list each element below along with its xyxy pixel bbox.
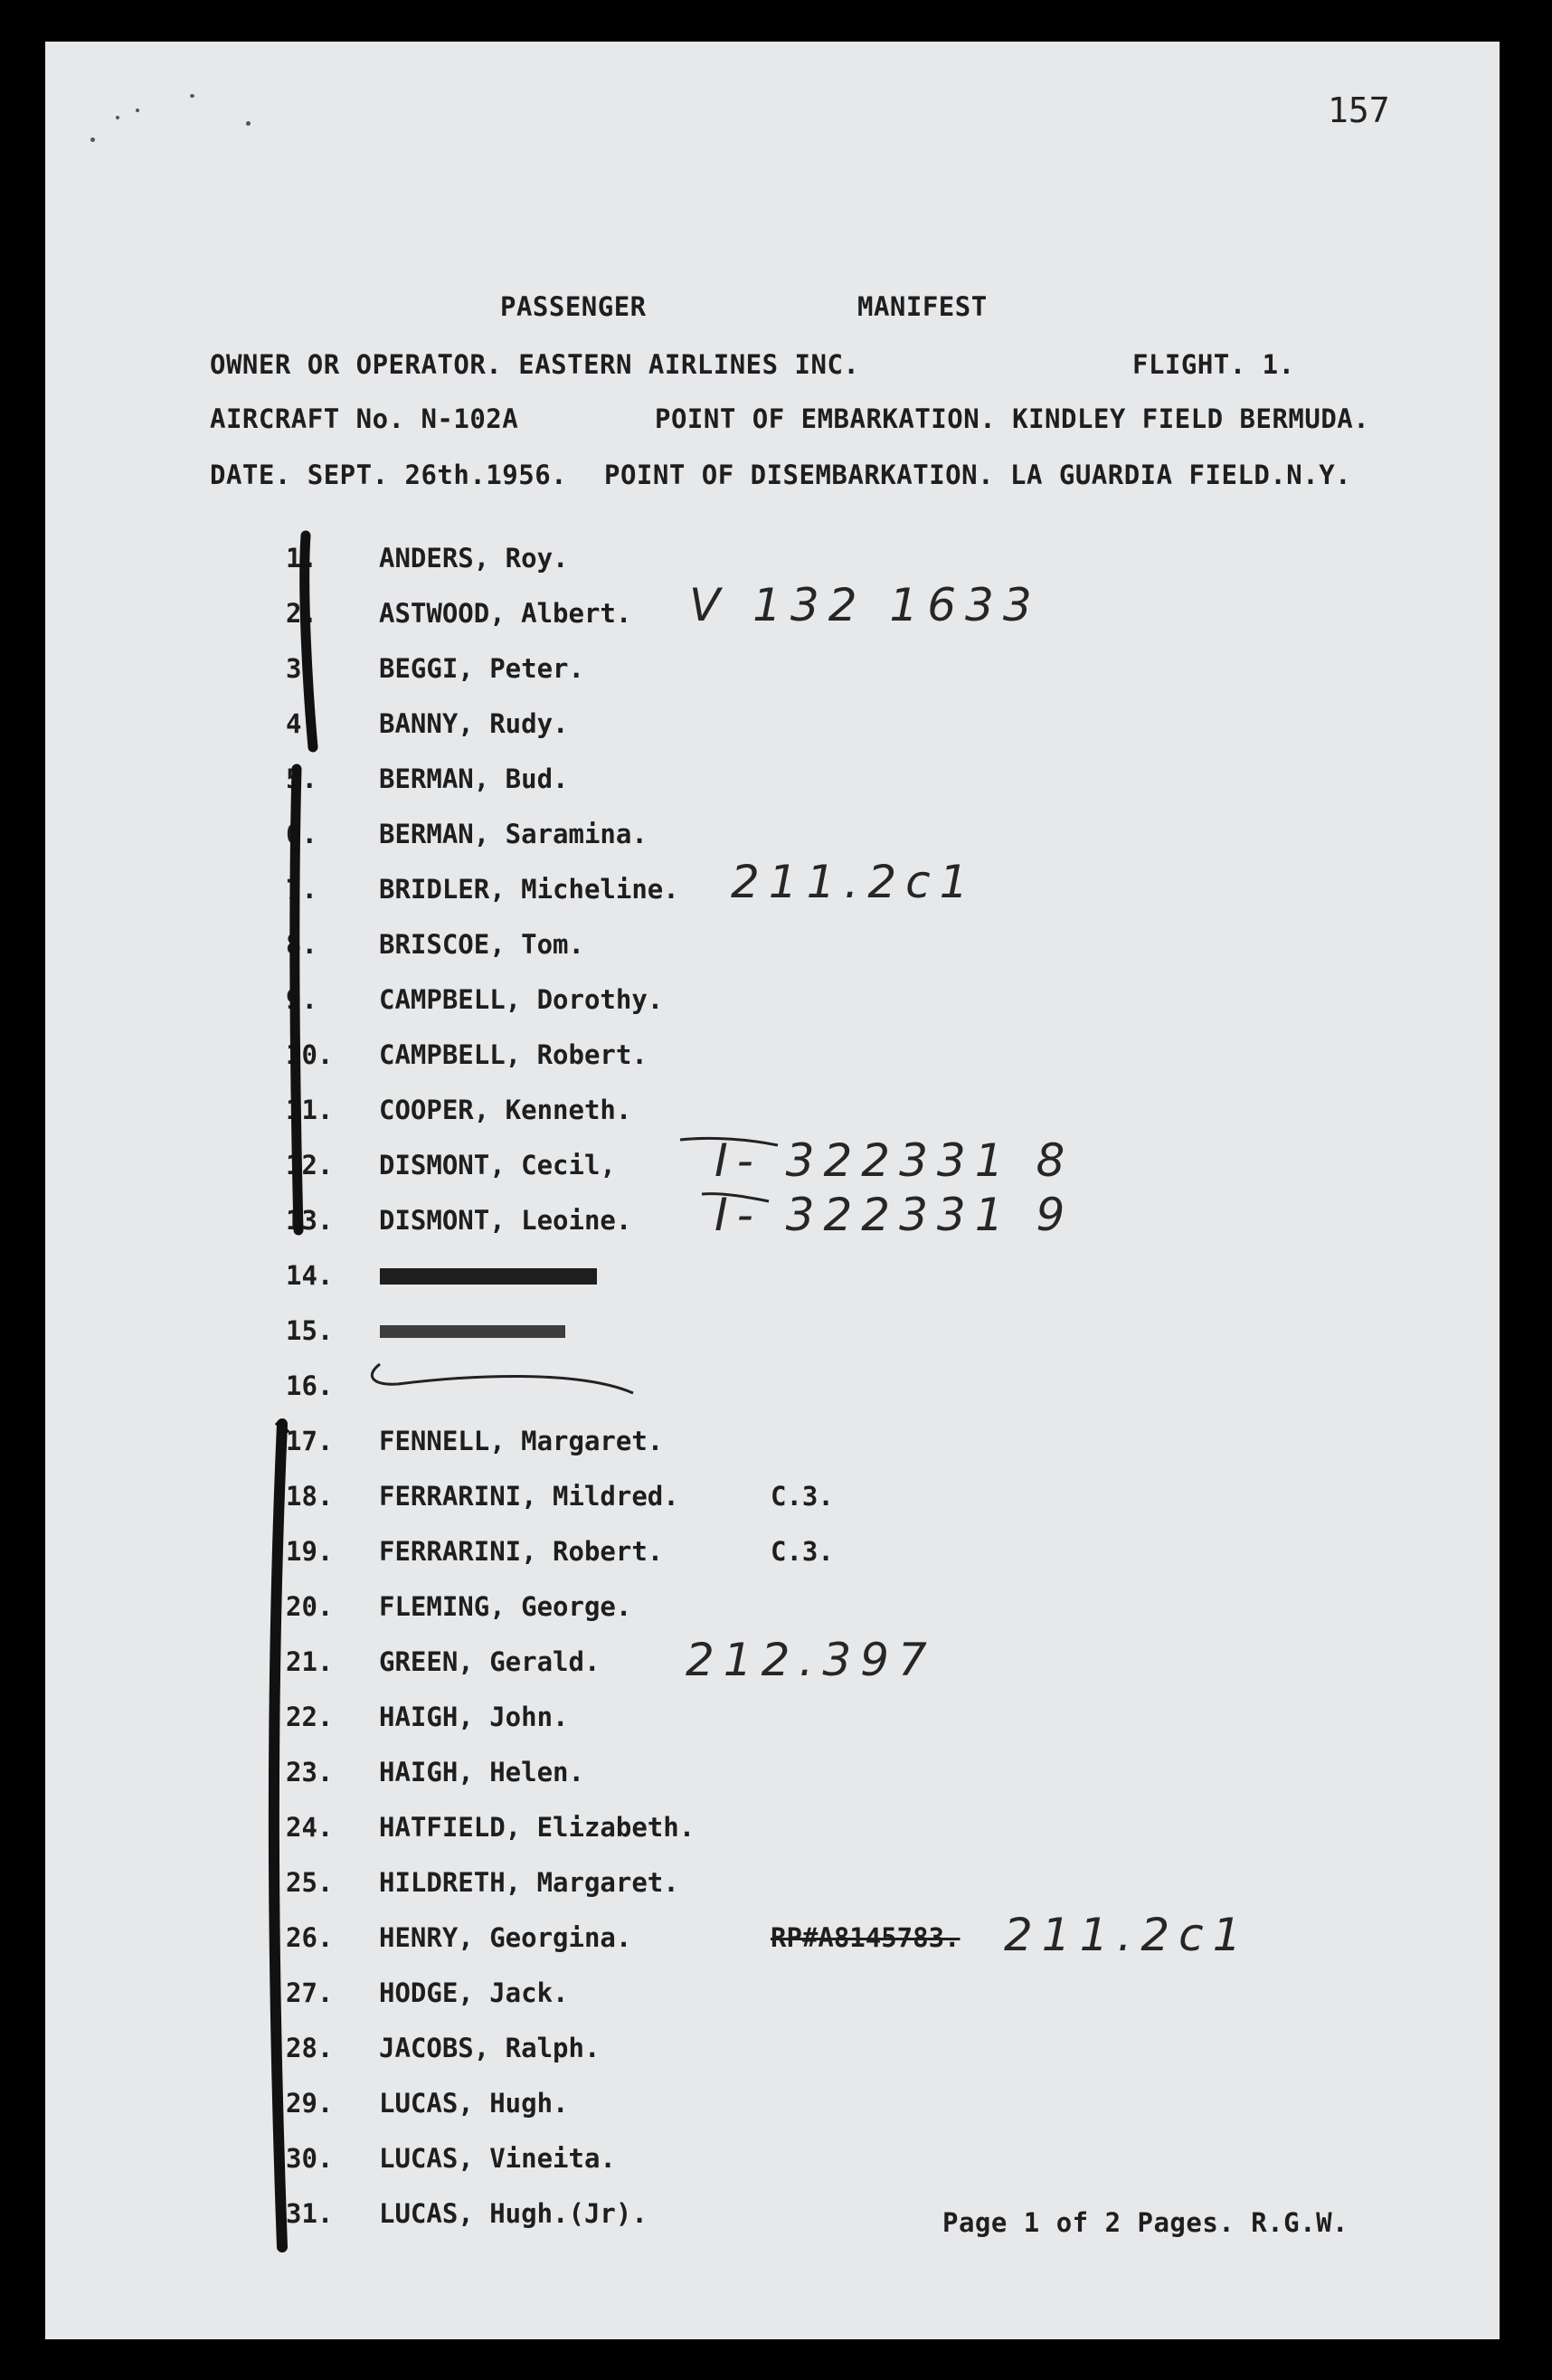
owner-line: OWNER OR OPERATOR. EASTERN AIRLINES INC. xyxy=(210,349,860,380)
passenger-name: FERRARINI, Mildred. xyxy=(379,1481,679,1512)
list-item: 1. ANDERS, Roy. xyxy=(286,543,569,574)
list-item: 22. HAIGH, John. xyxy=(286,1702,569,1732)
underline-stroke xyxy=(680,1138,778,1145)
handwritten-note: I- 322331 8 xyxy=(714,1134,1074,1187)
list-item: 18. FERRARINI, Mildred. xyxy=(286,1481,679,1512)
passenger-name: JACOBS, Ralph. xyxy=(379,2033,601,2063)
list-item: 17. FENNELL, Margaret. xyxy=(286,1426,664,1456)
list-item: 2. ASTWOOD, Albert. xyxy=(286,598,632,629)
passenger-name: FERRARINI, Robert. xyxy=(379,1536,664,1567)
list-item: 19. FERRARINI, Robert. xyxy=(286,1536,664,1567)
list-item: 26. HENRY, Georgina. xyxy=(286,1922,632,1953)
passenger-name: HAIGH, Helen. xyxy=(379,1757,584,1787)
list-item: 9. CAMPBELL, Dorothy. xyxy=(286,984,664,1015)
passenger-name: DISMONT, Cecil, xyxy=(379,1150,616,1181)
list-item: 31. LUCAS, Hugh.(Jr). xyxy=(286,2198,648,2229)
title-passenger: PASSENGER xyxy=(500,291,647,322)
passenger-name: LUCAS, Hugh. xyxy=(379,2088,569,2119)
passenger-name: HATFIELD, Elizabeth. xyxy=(379,1812,696,1843)
handwritten-note: V 132 1633 xyxy=(689,579,1041,631)
class-note: C.3. xyxy=(771,1536,834,1567)
list-item: 28. JACOBS, Ralph. xyxy=(286,2033,601,2063)
passenger-name: COOPER, Kenneth. xyxy=(379,1095,632,1125)
list-item: 11. COOPER, Kenneth. xyxy=(286,1095,632,1125)
struck-reference-note: RP#A8145783. xyxy=(771,1922,961,1953)
passenger-name: CAMPBELL, Robert. xyxy=(379,1039,648,1070)
passenger-name: BERMAN, Bud. xyxy=(379,763,569,794)
bracket-stroke xyxy=(295,769,298,1230)
list-item: 3. BEGGI, Peter. xyxy=(286,653,584,684)
list-item: 6. BERMAN, Saramina. xyxy=(286,819,648,849)
list-item: 24. HATFIELD, Elizabeth. xyxy=(286,1812,696,1843)
passenger-name: FLEMING, George. xyxy=(379,1591,632,1622)
list-item: 14. xyxy=(286,1260,334,1291)
disembarkation-line: POINT OF DISEMBARKATION. LA GUARDIA FIELD.N.Y. xyxy=(604,460,1352,490)
list-item: 5. BERMAN, Bud. xyxy=(286,763,569,794)
flight-number: FLIGHT. 1. xyxy=(1132,349,1295,380)
passenger-name: ASTWOOD, Albert. xyxy=(379,598,632,629)
list-item: 10. CAMPBELL, Robert. xyxy=(286,1039,648,1070)
passenger-name: FENNELL, Margaret. xyxy=(379,1426,664,1456)
list-item: 29. LUCAS, Hugh. xyxy=(286,2088,569,2119)
handwritten-note: 211.2c1 xyxy=(731,856,978,908)
list-item: 25. HILDRETH, Margaret. xyxy=(286,1867,679,1898)
list-item: 12. DISMONT, Cecil, xyxy=(286,1150,616,1181)
bracket-stroke xyxy=(274,1424,282,2247)
passenger-name: DISMONT, Leoine. xyxy=(379,1205,632,1236)
list-item: 7. BRIDLER, Micheline. xyxy=(286,874,679,905)
passenger-name: LUCAS, Hugh.(Jr). xyxy=(379,2198,648,2229)
handwritten-note: 212.397 xyxy=(686,1634,936,1686)
passenger-name: LUCAS, Vineita. xyxy=(379,2143,616,2174)
passenger-name: HENRY, Georgina. xyxy=(379,1922,632,1953)
list-item: 30. LUCAS, Vineita. xyxy=(286,2143,616,2174)
passenger-name: BEGGI, Peter. xyxy=(379,653,584,684)
page-footer: Page 1 of 2 Pages. R.G.W. xyxy=(942,2207,1349,2238)
handwritten-note: 211.2c1 xyxy=(1004,1909,1251,1961)
passenger-name: BRISCOE, Tom. xyxy=(379,929,584,960)
list-item: 16. xyxy=(286,1370,334,1401)
list-item: 27. HODGE, Jack. xyxy=(286,1977,569,2008)
list-item: 21. GREEN, Gerald. xyxy=(286,1646,601,1677)
list-item: 13. DISMONT, Leoine. xyxy=(286,1205,632,1236)
list-item: 23. HAIGH, Helen. xyxy=(286,1757,584,1787)
underline-stroke xyxy=(702,1194,769,1201)
passenger-name: HILDRETH, Margaret. xyxy=(379,1867,679,1898)
passenger-name: BRIDLER, Micheline. xyxy=(379,874,679,905)
title-manifest: MANIFEST xyxy=(857,291,988,322)
list-item: 20. FLEMING, George. xyxy=(286,1591,632,1622)
class-note: C.3. xyxy=(771,1481,834,1512)
bracket-stroke xyxy=(305,536,313,747)
passenger-name: HODGE, Jack. xyxy=(379,1977,569,2008)
date-line: DATE. SEPT. 26th.1956. xyxy=(210,460,568,490)
passenger-name: BERMAN, Saramina. xyxy=(379,819,648,849)
entry-16-curve xyxy=(372,1364,633,1393)
page-number: 157 xyxy=(1328,90,1390,130)
passenger-name: HAIGH, John. xyxy=(379,1702,569,1732)
aircraft-line: AIRCRAFT No. N-102A xyxy=(210,403,519,434)
list-item: 4. BANNY, Rudy. xyxy=(286,708,569,739)
passenger-name: ANDERS, Roy. xyxy=(379,543,569,574)
passenger-name: CAMPBELL, Dorothy. xyxy=(379,984,664,1015)
embarkation-line: POINT OF EMBARKATION. KINDLEY FIELD BERMUDA. xyxy=(655,403,1370,434)
list-item: 15. xyxy=(286,1315,334,1346)
passenger-name: GREEN, Gerald. xyxy=(379,1646,601,1677)
handwritten-note: I- 322331 9 xyxy=(714,1189,1074,1241)
passenger-name: BANNY, Rudy. xyxy=(379,708,569,739)
list-item: 8. BRISCOE, Tom. xyxy=(286,929,584,960)
